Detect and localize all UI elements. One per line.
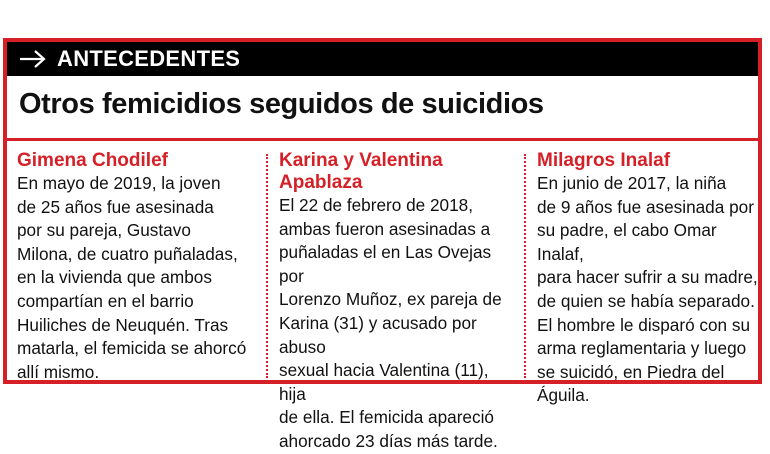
case-column [537,150,759,408]
article-box [3,38,762,451]
case-column [17,150,257,384]
case-name: Gimena Chodilef [17,150,168,171]
right-arrow-icon [19,49,47,69]
cases-columns [7,150,758,451]
case-body: El 22 de febrero de 2018, ambas fueron asesinadas a puñaladas el en Las Ovejas por Lorenzo Muñoz, ex pareja de Karina (31) y acusado por abuso sexual hacia Valentina (11), hija de ella. El femicida apareció ahorcado 23 días más tarde. [279,195,502,451]
case-name: Karina y Valentina Apablaza [279,150,443,193]
red-divider [7,138,758,141]
headline: Otros femicidios seguidos de suicidios [19,88,544,120]
case-column [279,150,515,454]
case-body: En mayo de 2019, la joven de 25 años fue asesinada por su pareja, Gustavo Milona, de cuatro puñaladas, en la vivienda que ambos compartían en el barrio Huiliches de Neuquén. Tras matarla, el femicida se ahorcó allí mismo. [17,173,247,382]
section-kicker: ANTECEDENTES [57,46,241,71]
case-body: En junio de 2017, la niña de 9 años fue asesinada por su padre, el cabo Omar Inalaf, para hacer sufrir a su madre, de quien se había separado. El hombre le disparó con su arma reglamentaria y luego se suicidó, en Piedra del Águila. [537,173,758,406]
section-banner [7,42,758,76]
case-name: Milagros Inalaf [537,150,671,171]
